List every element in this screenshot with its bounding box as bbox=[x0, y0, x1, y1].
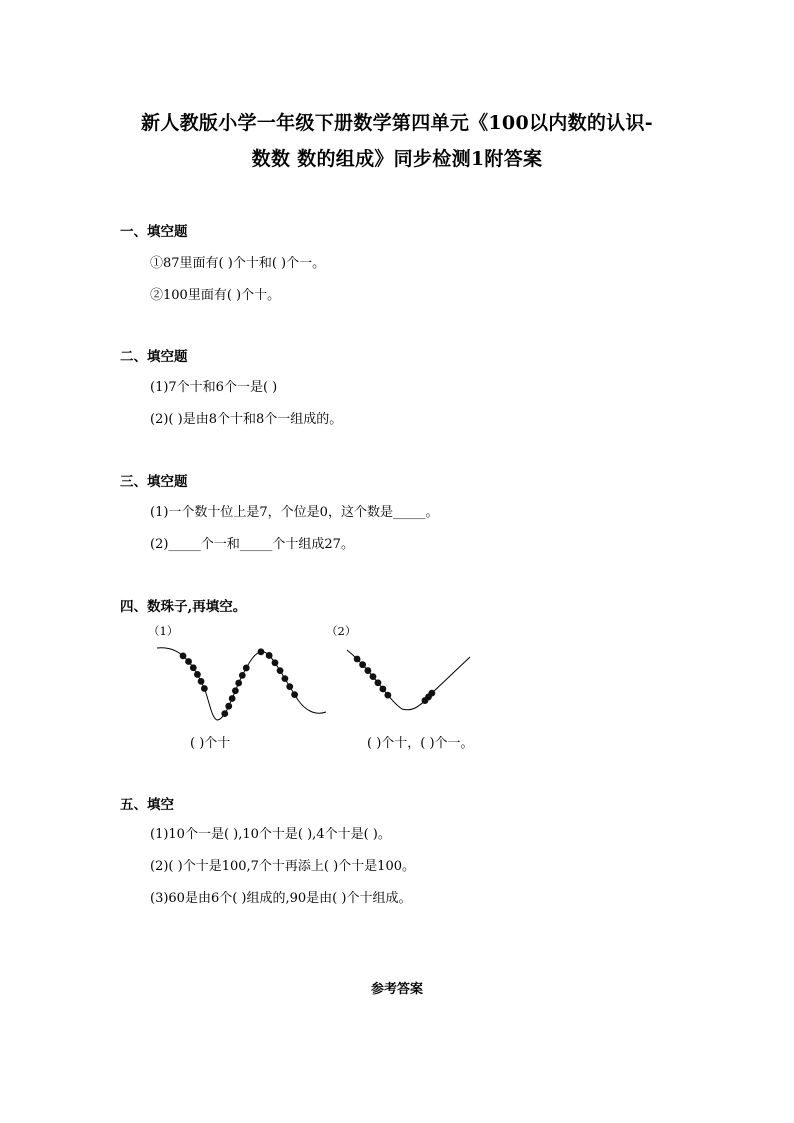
figure-1-bead bbox=[225, 703, 232, 710]
figure-2-bead bbox=[428, 690, 435, 697]
bead-group-2 bbox=[354, 656, 436, 704]
figure-2-answer: ( )个十，( )个一。 bbox=[367, 736, 474, 751]
figure-1-bead bbox=[272, 659, 279, 666]
figure-1-bead bbox=[282, 675, 289, 682]
section-3-question-2: (2)_____个一和_____个十组成27。 bbox=[150, 537, 354, 552]
section-3-question-1: (1)一个数十位上是7，个位是0，这个数是_____。 bbox=[150, 505, 439, 520]
figure-2-bead bbox=[370, 673, 377, 680]
figure-1-bead bbox=[277, 667, 284, 674]
figure-2-label: （2） bbox=[326, 624, 357, 638]
figure-2-bead bbox=[375, 679, 382, 686]
figure-1-bead bbox=[201, 685, 208, 692]
answer-heading: 参考答案 bbox=[370, 982, 423, 997]
figure-1-bead bbox=[194, 671, 201, 678]
section-4-heading: 四、数珠子,再填空。 bbox=[120, 599, 247, 615]
figure-1-bead bbox=[221, 710, 228, 717]
figure-2-bead bbox=[364, 667, 371, 674]
section-2-heading: 二、填空题 bbox=[120, 349, 188, 365]
figure-2-bead bbox=[354, 656, 361, 663]
section-2-question-2: (2)( )是由8个十和8个一组成的。 bbox=[150, 412, 343, 427]
bead-group-1 bbox=[180, 648, 298, 717]
section-1-heading: 一、填空题 bbox=[120, 224, 188, 240]
section-5-heading: 五、填空 bbox=[120, 797, 174, 813]
figure-1-bead bbox=[258, 648, 265, 655]
bead-wire-2 bbox=[347, 650, 470, 710]
section-5-question-1: (1)10个一是( ),10个十是( ),4个十是( )。 bbox=[150, 827, 391, 842]
section-5-question-3: (3)60是由6个( )组成的,90是由( )个十组成。 bbox=[150, 891, 412, 906]
figure-1-bead bbox=[190, 664, 197, 671]
figure-1-bead bbox=[198, 678, 205, 685]
figure-1-bead bbox=[180, 652, 187, 659]
section-3-heading: 三、填空题 bbox=[120, 474, 188, 490]
section-5-question-2: (2)( )个十是100,7个十再添上( )个十是100。 bbox=[150, 859, 415, 874]
figure-1-bead bbox=[229, 695, 236, 702]
figure-2-bead bbox=[379, 686, 386, 693]
figure-1-bead bbox=[185, 658, 192, 665]
figure-1-bead bbox=[239, 672, 246, 679]
section-1-question-2: ②100里面有( )个十。 bbox=[150, 288, 281, 303]
figure-2-bead bbox=[359, 661, 366, 668]
figure-1-bead bbox=[243, 665, 250, 672]
figure-2-bead bbox=[384, 692, 391, 699]
figure-1-label: （1） bbox=[148, 624, 179, 638]
figure-1-bead bbox=[235, 680, 242, 687]
section-2-question-1: (1)7个十和6个一是( ) bbox=[150, 380, 278, 395]
figure-1-answer: ( )个十 bbox=[190, 736, 231, 751]
page-title-line-1: 新人教版小学一年级下册数学第四单元《100以内数的认识- bbox=[141, 112, 653, 134]
figure-1-bead bbox=[232, 687, 239, 694]
figure-1-bead bbox=[291, 691, 298, 698]
figure-1-bead bbox=[266, 652, 273, 659]
section-1-question-1: ①87里面有( )个十和( )个一。 bbox=[150, 256, 326, 271]
figure-1-bead bbox=[286, 683, 293, 690]
page-title-line-2: 数数 数的组成》同步检测1附答案 bbox=[251, 148, 543, 170]
